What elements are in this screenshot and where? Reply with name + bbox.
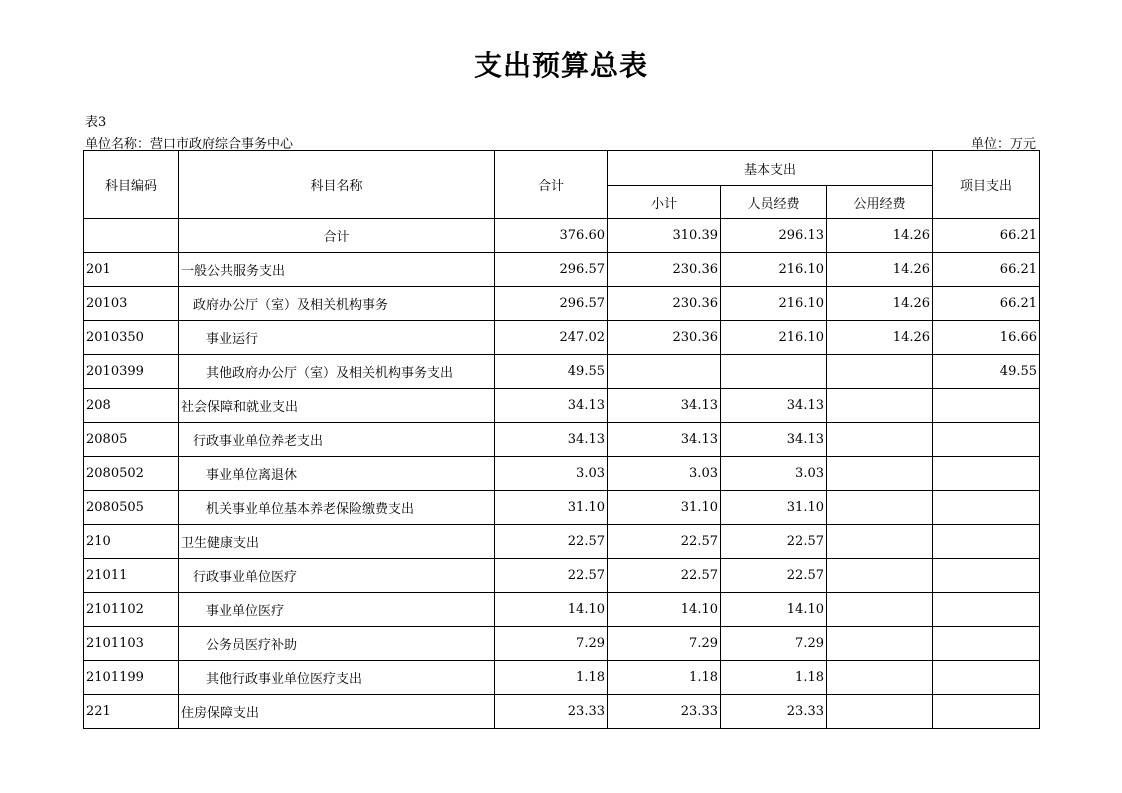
cell-name: 行政事业单位养老支出 [179, 423, 495, 457]
header-personnel: 人员经费 [721, 186, 827, 219]
cell-code: 2101102 [84, 593, 179, 627]
cell-project: 49.55 [933, 355, 1040, 389]
table-row [84, 321, 1040, 355]
cell-public [827, 491, 933, 525]
cell-total: 14.10 [495, 593, 608, 627]
cell-public [827, 627, 933, 661]
cell-code: 2101199 [84, 661, 179, 695]
table-row [84, 525, 1040, 559]
cell-subtotal: 22.57 [608, 525, 721, 559]
cell-subtotal: 230.36 [608, 287, 721, 321]
cell-total: 34.13 [495, 423, 608, 457]
cell-subtotal: 7.29 [608, 627, 721, 661]
cell-name: 公务员医疗补助 [179, 627, 495, 661]
table-row [84, 559, 1040, 593]
cell-code: 2010399 [84, 355, 179, 389]
cell-total: 22.57 [495, 525, 608, 559]
unit-name: 单位名称：营口市政府综合事务中心 [85, 137, 294, 152]
cell-project: 66.21 [933, 253, 1040, 287]
cell-personnel: 216.10 [721, 287, 827, 321]
cell-project: 66.21 [933, 219, 1040, 253]
cell-public [827, 695, 933, 729]
cell-public [827, 355, 933, 389]
header-total: 合计 [495, 151, 608, 219]
cell-code: 20805 [84, 423, 179, 457]
cell-personnel: 216.10 [721, 253, 827, 287]
cell-personnel: 14.10 [721, 593, 827, 627]
cell-total: 49.55 [495, 355, 608, 389]
cell-subtotal: 23.33 [608, 695, 721, 729]
cell-project [933, 423, 1040, 457]
cell-name: 行政事业单位医疗 [179, 559, 495, 593]
cell-project [933, 559, 1040, 593]
header-project: 项目支出 [933, 151, 1040, 219]
cell-subtotal: 230.36 [608, 321, 721, 355]
cell-personnel: 1.18 [721, 661, 827, 695]
header-code: 科目编码 [84, 151, 179, 219]
cell-total: 1.18 [495, 661, 608, 695]
cell-project [933, 593, 1040, 627]
cell-name: 政府办公厅（室）及相关机构事务 [179, 287, 495, 321]
header-row [84, 151, 1040, 186]
cell-project [933, 491, 1040, 525]
header-basic: 基本支出 [608, 151, 933, 186]
cell-public: 14.26 [827, 253, 933, 287]
table-row [84, 661, 1040, 695]
cell-project [933, 627, 1040, 661]
cell-total: 7.29 [495, 627, 608, 661]
total-row [84, 219, 1040, 253]
cell-code: 210 [84, 525, 179, 559]
cell-code [84, 219, 179, 253]
table-row [84, 355, 1040, 389]
table-row [84, 457, 1040, 491]
table-row [84, 287, 1040, 321]
table-row [84, 253, 1040, 287]
header-subtotal: 小计 [608, 186, 721, 219]
cell-project [933, 389, 1040, 423]
table-row [84, 627, 1040, 661]
cell-project: 66.21 [933, 287, 1040, 321]
cell-name: 机关事业单位基本养老保险缴费支出 [179, 491, 495, 525]
cell-total: 34.13 [495, 389, 608, 423]
cell-code: 208 [84, 389, 179, 423]
cell-code: 21011 [84, 559, 179, 593]
header-public: 公用经费 [827, 186, 933, 219]
cell-name: 其他行政事业单位医疗支出 [179, 661, 495, 695]
cell-project [933, 661, 1040, 695]
cell-name: 社会保障和就业支出 [179, 389, 495, 423]
header-name: 科目名称 [179, 151, 495, 219]
cell-total: 376.60 [495, 219, 608, 253]
cell-subtotal: 31.10 [608, 491, 721, 525]
cell-name: 住房保障支出 [179, 695, 495, 729]
cell-personnel: 22.57 [721, 525, 827, 559]
cell-public [827, 423, 933, 457]
cell-total: 23.33 [495, 695, 608, 729]
cell-personnel [721, 355, 827, 389]
cell-subtotal: 3.03 [608, 457, 721, 491]
cell-project [933, 695, 1040, 729]
cell-total: 31.10 [495, 491, 608, 525]
cell-public: 14.26 [827, 287, 933, 321]
table-row [84, 423, 1040, 457]
cell-subtotal: 34.13 [608, 423, 721, 457]
cell-subtotal: 1.18 [608, 661, 721, 695]
cell-total: 296.57 [495, 253, 608, 287]
cell-name: 合计 [179, 219, 495, 253]
table-row [84, 491, 1040, 525]
cell-personnel: 22.57 [721, 559, 827, 593]
cell-name: 一般公共服务支出 [179, 253, 495, 287]
cell-subtotal: 22.57 [608, 559, 721, 593]
currency-unit: 单位：万元 [970, 137, 1036, 152]
cell-personnel: 296.13 [721, 219, 827, 253]
cell-total: 296.57 [495, 287, 608, 321]
cell-subtotal: 34.13 [608, 389, 721, 423]
cell-subtotal: 230.36 [608, 253, 721, 287]
cell-code: 221 [84, 695, 179, 729]
budget-table [83, 150, 1040, 729]
cell-name: 事业单位离退休 [179, 457, 495, 491]
cell-subtotal: 310.39 [608, 219, 721, 253]
cell-personnel: 216.10 [721, 321, 827, 355]
cell-code: 20103 [84, 287, 179, 321]
cell-project [933, 457, 1040, 491]
cell-public [827, 559, 933, 593]
cell-project: 16.66 [933, 321, 1040, 355]
cell-total: 247.02 [495, 321, 608, 355]
cell-public [827, 457, 933, 491]
cell-name: 事业运行 [179, 321, 495, 355]
table-number: 表3 [85, 115, 107, 130]
table-row [84, 389, 1040, 423]
cell-public [827, 661, 933, 695]
cell-name: 卫生健康支出 [179, 525, 495, 559]
cell-personnel: 7.29 [721, 627, 827, 661]
cell-public [827, 389, 933, 423]
cell-public [827, 593, 933, 627]
cell-public: 14.26 [827, 321, 933, 355]
cell-code: 201 [84, 253, 179, 287]
cell-code: 2080502 [84, 457, 179, 491]
cell-personnel: 3.03 [721, 457, 827, 491]
table-row [84, 593, 1040, 627]
cell-code: 2080505 [84, 491, 179, 525]
cell-project [933, 525, 1040, 559]
cell-personnel: 23.33 [721, 695, 827, 729]
cell-public [827, 525, 933, 559]
cell-personnel: 34.13 [721, 423, 827, 457]
page-title: 支出预算总表 [473, 49, 648, 82]
cell-total: 3.03 [495, 457, 608, 491]
cell-personnel: 34.13 [721, 389, 827, 423]
cell-name: 其他政府办公厅（室）及相关机构事务支出 [179, 355, 495, 389]
cell-personnel: 31.10 [721, 491, 827, 525]
cell-subtotal: 14.10 [608, 593, 721, 627]
cell-name: 事业单位医疗 [179, 593, 495, 627]
cell-subtotal [608, 355, 721, 389]
table-row [84, 695, 1040, 729]
cell-code: 2010350 [84, 321, 179, 355]
cell-public: 14.26 [827, 219, 933, 253]
cell-total: 22.57 [495, 559, 608, 593]
cell-code: 2101103 [84, 627, 179, 661]
